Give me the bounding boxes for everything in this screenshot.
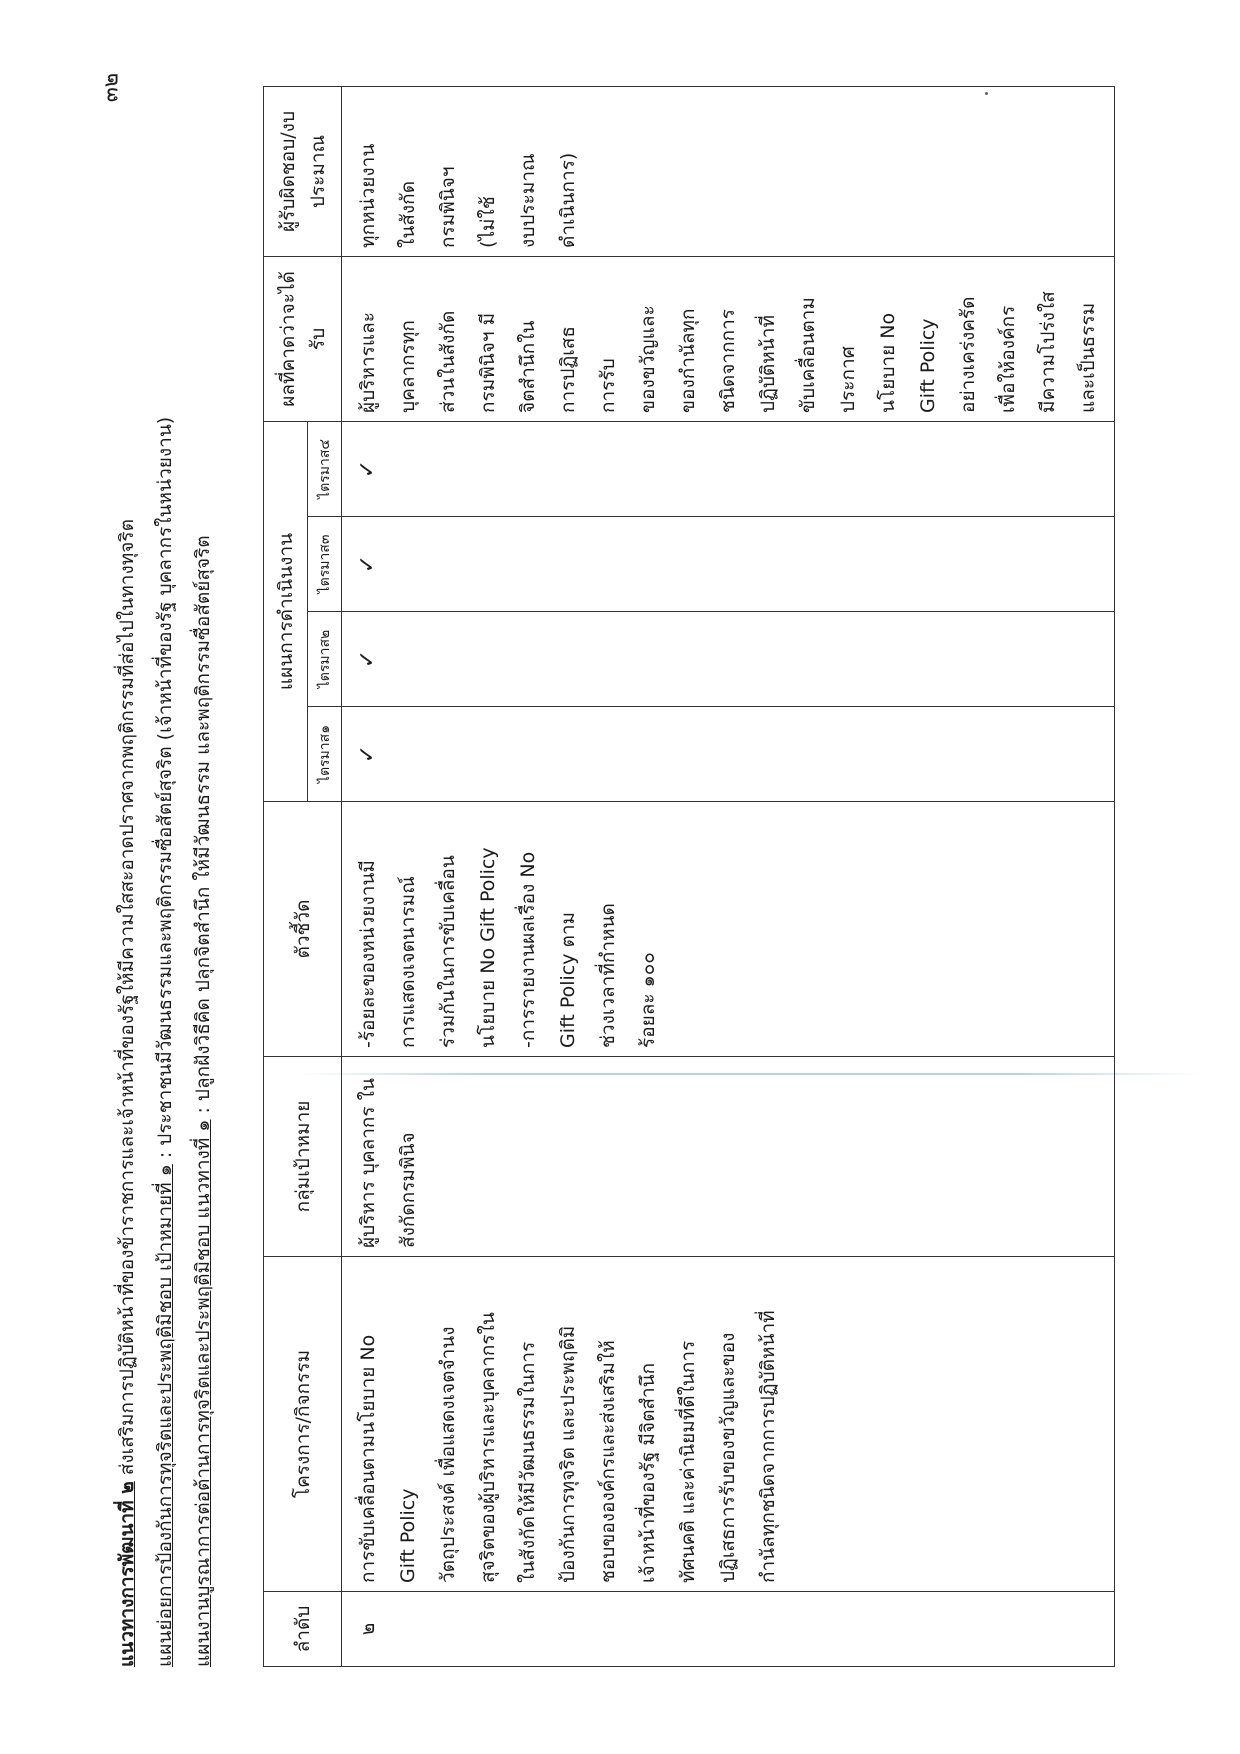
table-row: [342, 86, 1115, 1666]
cell-text-line: ปฏิบัติหน้าที่: [757, 315, 779, 413]
cell-text-line: ในสังกัด: [397, 180, 419, 248]
cell-text-line: เจ้าหน้าที่ของรัฐ มีจิตสำนึก: [637, 1362, 659, 1583]
header-line-1: [108, 87, 146, 1667]
cell-text-line: การแสดงเจตนารมณ์: [397, 876, 419, 1048]
cell-text-line: ทุกหน่วยงาน: [357, 143, 379, 248]
document-header: [108, 87, 222, 1667]
quarter-1-check: ✓: [342, 707, 1115, 802]
cell-text-line: ร้อยละ ๑๐๐: [637, 952, 659, 1048]
quarter-4-check: ✓: [342, 421, 1115, 516]
cell-text-line: มีความโปร่งใส: [1037, 291, 1059, 413]
cell-text-line: การขับเคลื่อนตามนโยบาย No: [357, 1334, 379, 1583]
quarter-3-check: ✓: [342, 517, 1115, 612]
cell-text-line: กรมพินิจฯ มี: [477, 312, 499, 413]
cell-text-line: ส่วนในสังกัด: [437, 310, 459, 413]
cell-text-line: การปฏิเสธ: [557, 326, 579, 413]
row-number: ๒: [342, 1592, 1115, 1667]
col-header-target: กลุ่มเป้าหมาย: [264, 1057, 342, 1257]
cell-text-line: ทัศนคติ และค่านิยมที่ดีในการ: [677, 1340, 699, 1583]
integrated-plan-text: : ปลูกฝังวิธีคิด ปลุกจิตสำนึก ให้มีวัฒนธรรม และพฤติกรรมซื่อสัตย์สุจริต: [192, 535, 214, 1120]
cell-text-line: ปฏิเสธการรับของขวัญและของ: [717, 1332, 739, 1583]
page-number: ๓๒: [98, 72, 124, 103]
cell-text-line: ผู้บริหารและ: [357, 312, 379, 413]
cell-text-line: ของกำนัลทุก: [677, 308, 699, 413]
col-header-indicator: ตัวชี้วัด: [264, 802, 342, 1057]
sub-plan-text: : ประชาชนมีวัฒนธรรมและพฤติกรรมซื่อสัตย์สุจริต (เจ้าหน้าที่ของรัฐ บุคลากรในหน่วยงาน): [154, 416, 176, 1165]
sub-plan-label: แผนย่อยการป้องกันการทุจริตและประพฤติมิชอบ เป้าหมายที่ ๑: [154, 1164, 176, 1667]
col-header-quarter-1: ไตรมาส๑: [308, 707, 342, 802]
development-approach-text: ส่งเสริมการปฏิบัติหน้าที่ของข้าราชการและเจ้าหน้าที่ของรัฐให้มีความใสสะอาดปราศจากพฤติกรรมที่ส่อไปในทางทุจริต: [116, 519, 138, 1482]
col-header-no: ลำดับ: [264, 1592, 342, 1667]
cell-text-line: ขับเคลื่อนตาม: [797, 297, 819, 413]
cell-text-line: ของขวัญและ: [637, 305, 659, 413]
cell-text-line: เพื่อให้องค์กร: [997, 305, 1019, 413]
cell-text-line: นโยบาย No: [877, 312, 899, 413]
cell-text-line: และเป็นธรรม: [1077, 302, 1099, 413]
header-line-2: [146, 87, 184, 1667]
target-cell: [342, 1057, 1115, 1257]
cell-text-line: สุจริตของผู้บริหารและบุคลากรใน: [477, 1312, 499, 1583]
col-header-quarter-3: ไตรมาส๓: [308, 517, 342, 612]
cell-text-line: บุคลากรทุก: [397, 320, 419, 413]
cell-text-line: ประกาศ: [837, 346, 859, 413]
cell-text-line: ผู้บริหาร บุคลากร ใน: [357, 1078, 379, 1248]
cell-text-line: ดำเนินการ): [557, 152, 579, 248]
indicator-cell: [342, 802, 1115, 1057]
header-line-3: [184, 87, 222, 1667]
cell-text-line: สังกัดกรมพินิจ: [397, 1132, 419, 1248]
cell-text-line: งบประมาณ: [517, 153, 539, 248]
cell-text-line: -ร้อยละของหน่วยงานมี: [357, 860, 379, 1048]
cell-text-line: Gift Policy ตาม: [557, 911, 579, 1048]
cell-text-line: -การรายงานผลเรื่อง No: [517, 851, 539, 1048]
cell-text-line: ชนิดจากการ: [717, 309, 739, 413]
integrated-plan-label: แผนงานบูรณาการต่อต้านการทุจริตและประพฤติมิชอบ แนวทางที่ ๑: [192, 1119, 214, 1667]
cell-text-line: การรับ: [597, 358, 619, 413]
project-cell: [342, 1257, 1115, 1592]
development-approach-label: แนวทางการพัฒนาที่ ๒: [116, 1481, 138, 1667]
col-header-quarter-4: ไตรมาส๔: [308, 421, 342, 516]
cell-text-line: นโยบาย No Gift Policy: [477, 847, 499, 1048]
cell-text-line: ช่วงเวลาที่กำหนด: [597, 903, 619, 1048]
col-header-quarter-2: ไตรมาส๒: [308, 612, 342, 707]
responsible-cell: [342, 86, 1115, 256]
cell-text-line: Gift Policy: [397, 1488, 419, 1583]
action-plan-table: [263, 86, 1115, 1667]
cell-text-line: อย่างเคร่งครัด: [957, 296, 979, 413]
cell-text-line: ชอบขององค์กรและส่งเสริมให้: [597, 1340, 619, 1583]
rotated-page-content: [108, 77, 1108, 1677]
cell-text-line: (ไม่ใช้: [477, 196, 499, 248]
cell-text-line: ในสังกัดให้มีวัฒนธรรมในการ: [517, 1341, 539, 1583]
col-header-outcome: ผลที่คาดว่าจะได้รับ: [264, 256, 342, 421]
outcome-cell: [342, 256, 1115, 421]
cell-text-line: กรมพินิจฯ: [437, 166, 459, 248]
cell-text-line: Gift Policy: [917, 318, 939, 413]
cell-text-line: ป้องกันการทุจริต และประพฤติมิ: [557, 1325, 579, 1583]
cell-text-line: วัตถุประสงค์ เพื่อแสดงเจตจำนง: [437, 1326, 459, 1583]
quarter-2-check: ✓: [342, 612, 1115, 707]
col-header-responsible: ผู้รับผิดชอบ/งบประมาณ: [264, 86, 342, 256]
col-header-project: โครงการ/กิจกรรม: [264, 1257, 342, 1592]
col-header-plan: แผนการดำเนินงาน: [264, 421, 308, 801]
cell-text-line: กำนัลทุกชนิดจากการปฏิบัติหน้าที่: [757, 1310, 779, 1583]
cell-text-line: จิตสำนึกใน: [517, 320, 539, 413]
cell-text-line: ร่วมกันในการขับเคลื่อน: [437, 855, 459, 1048]
